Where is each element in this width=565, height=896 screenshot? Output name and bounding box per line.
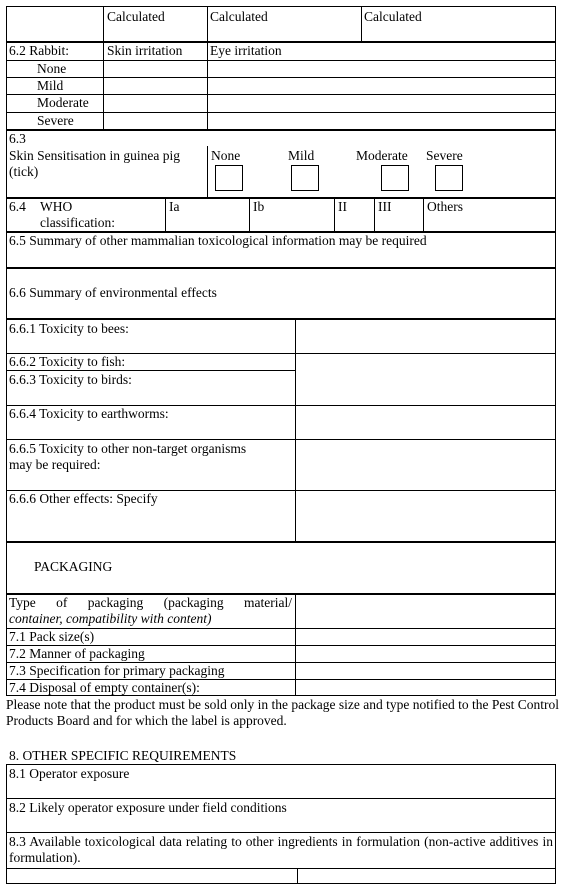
manner-of-packaging: 7.2 Manner of packaging <box>9 646 145 661</box>
checkbox-moderate[interactable] <box>381 165 409 191</box>
section-6-5-text: 6.5 Summary of other mammalian toxicological information may be required <box>9 233 427 248</box>
level-moderate: Moderate <box>37 95 89 110</box>
who-class-ii: II <box>338 199 347 214</box>
who-subtitle: classification: <box>40 215 115 230</box>
option-severe-label: Severe <box>426 148 463 163</box>
checkbox-none[interactable] <box>215 165 243 191</box>
primary-packaging-spec: 7.3 Specification for primary packaging <box>9 663 225 678</box>
section-8-heading: 8. OTHER SPECIFIC REQUIREMENTS <box>9 748 237 763</box>
checkbox-severe[interactable] <box>435 165 463 191</box>
option-mild-label: Mild <box>288 148 315 163</box>
calculated-label-1: Calculated <box>107 9 165 24</box>
pack-size: 7.1 Pack size(s) <box>9 629 95 644</box>
toxicity-bees: 6.6.1 Toxicity to bees: <box>9 321 129 336</box>
eye-irritation-header: Eye irritation <box>210 43 282 58</box>
calculated-row <box>6 6 556 42</box>
toxicity-birds: 6.6.3 Toxicity to birds: <box>9 372 132 387</box>
section-6-6-text: 6.6 Summary of environmental effects <box>9 285 217 300</box>
packaging-type-line2: container, compatibility with content) <box>9 611 212 626</box>
level-severe: Severe <box>37 113 74 128</box>
toxicity-earthworms: 6.6.4 Toxicity to earthworms: <box>9 406 169 421</box>
option-none-label: None <box>211 148 241 163</box>
packaging-note: Please note that the product must be sold only in the package size and type notified to the Pest Control Products Board and for which the label is approved. <box>6 697 560 729</box>
toxicological-data-other-ingredients: 8.3 Available toxicological data relating to other ingredients in formulation (non-active additives in formulation). <box>9 834 553 866</box>
other-effects: 6.6.6 Other effects: Specify <box>9 491 158 506</box>
packaging-type-line1: Type of packaging (packaging material/ <box>9 595 292 610</box>
rabbit-label: 6.2 Rabbit: <box>9 43 69 58</box>
packaging-heading: PACKAGING <box>34 559 113 574</box>
skin-irritation-header: Skin irritation <box>107 43 183 58</box>
level-mild: Mild <box>37 78 64 93</box>
who-class-others: Others <box>427 199 463 214</box>
level-none: None <box>37 61 67 76</box>
who-class-ia: Ia <box>169 199 180 214</box>
sensitisation-number: 6.3 <box>9 131 26 146</box>
sensitisation-tick: (tick) <box>9 164 39 179</box>
toxicity-fish: 6.6.2 Toxicity to fish: <box>9 354 126 369</box>
option-moderate-label: Moderate <box>356 148 408 163</box>
who-class-iii: III <box>378 199 392 214</box>
toxicity-other-line1: 6.6.5 Toxicity to other non-target organisms <box>9 441 247 456</box>
sensitisation-title: Skin Sensitisation in guinea pig <box>9 148 180 163</box>
disposal-empty-containers: 7.4 Disposal of empty container(s): <box>9 680 200 695</box>
who-class-ib: Ib <box>253 199 265 214</box>
operator-exposure: 8.1 Operator exposure <box>9 766 130 781</box>
field-operator-exposure: 8.2 Likely operator exposure under field conditions <box>9 800 287 815</box>
checkbox-mild[interactable] <box>291 165 319 191</box>
who-title: WHO <box>40 199 73 214</box>
who-number: 6.4 <box>9 199 26 214</box>
calculated-label-3: Calculated <box>364 9 422 24</box>
calculated-label-2: Calculated <box>210 9 268 24</box>
toxicity-other-line2: may be required: <box>9 457 101 472</box>
